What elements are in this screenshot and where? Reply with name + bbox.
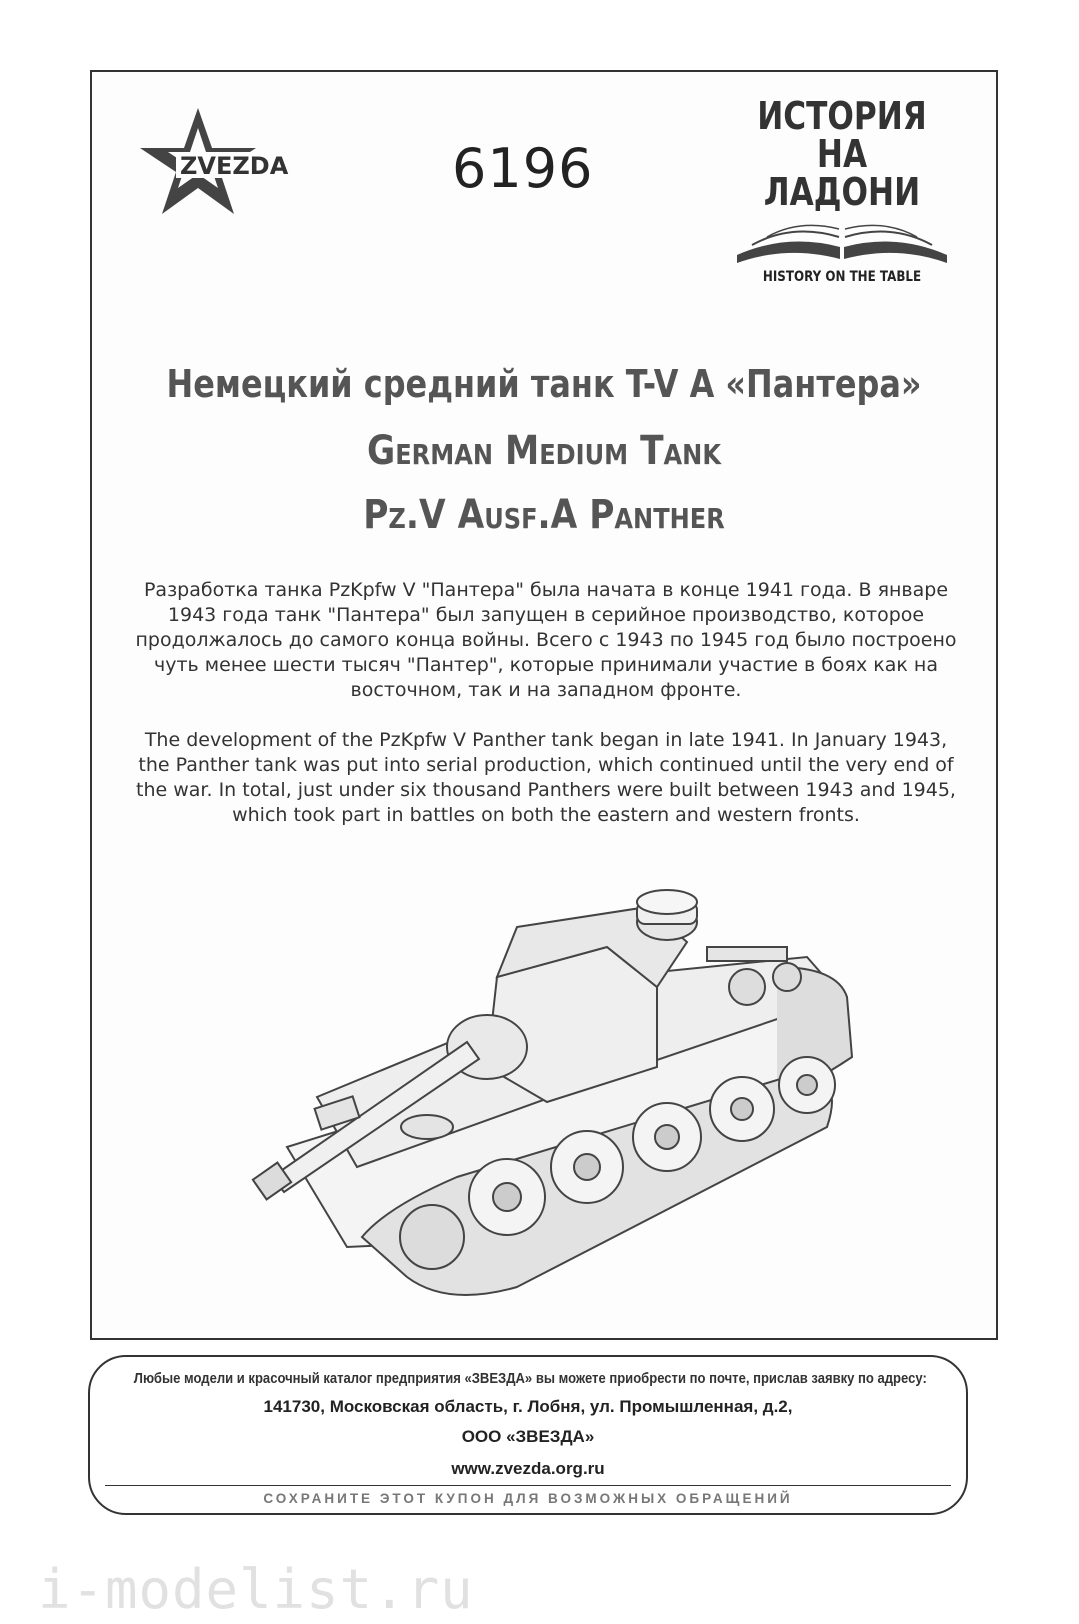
description-english: The development of the PzKpfw V Panther tank began in late 1941. In January 1943, the Panther tank was put into serial production, which continued until the very end of the war. In total, just under six thousand Panthers were built between 1943 and 1945, which took part in battles on both the eastern and western fronts. (136, 729, 956, 826)
title-russian: Немецкий средний танк T-V A «Пантера» (166, 362, 922, 406)
series-subtitle: HISTORY ON THE TABLE (762, 269, 922, 285)
series-title-line2: НА ЛАДОНИ (763, 132, 921, 214)
watermark: i-modelist.ru (38, 1558, 474, 1621)
coupon-address: 141730, Московская область, г. Лобня, ул. Промышленная, д.2, (263, 1397, 793, 1416)
zvezda-logo (128, 106, 308, 216)
panther-tank-illustration (187, 847, 867, 1317)
coupon-footer: СОХРАНИТЕ ЭТОТ КУПОН ДЛЯ ВОЗМОЖНЫХ ОБРАЩЕНИЙ (263, 1491, 793, 1506)
open-book-icon (727, 215, 957, 265)
coupon-company: ООО «ЗВЕЗДА» (461, 1427, 595, 1446)
title-english-line1: German Medium Tank (367, 428, 721, 474)
series-logo (717, 94, 967, 285)
coupon-cut-line (105, 1485, 951, 1486)
description-russian: Разработка танка PzKpfw V "Пантера" была начата в конце 1941 года. В январе 1943 года танк "Пантера" был запущен в серийное производство, которое продолжалось до самого конца войны. Всего с 1943 по 1945 год было построено чуть менее шести тысяч "Пантер", которые принимали участие в боях как на восточном, так и на западном фронте. (135, 579, 957, 701)
logo-text: ZVEZDA (180, 152, 289, 180)
coupon-website-link[interactable]: www.zvezda.org.ru (451, 1459, 605, 1478)
kit-number: 6196 (452, 137, 594, 200)
series-title-line1: ИСТОРИЯ (757, 94, 927, 138)
instruction-sheet-frame (90, 70, 998, 1340)
title-english-line2: Pz.V Ausf.A Panther (363, 492, 725, 538)
coupon-intro: Любые модели и красочный каталог предприятия «ЗВЕЗДА» вы можете приобрести по почте, прислав заявку по адресу: (133, 1371, 927, 1387)
mail-order-coupon (88, 1355, 968, 1515)
title-block (92, 362, 996, 538)
